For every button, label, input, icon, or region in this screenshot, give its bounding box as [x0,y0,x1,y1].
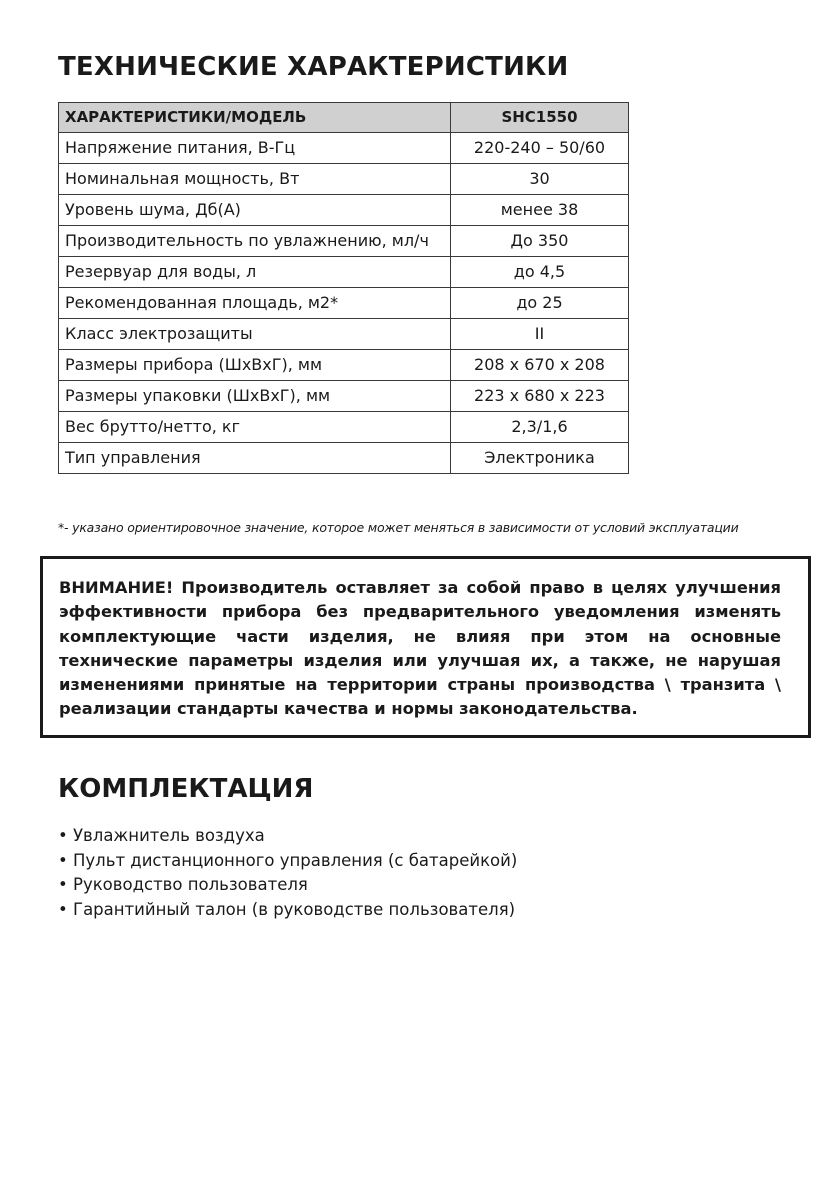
kit-list [58,824,517,922]
list-item [58,873,517,898]
list-item [58,824,517,849]
row-label: Рекомендованная площадь, м2* [59,288,451,319]
row-value: до 4,5 [451,257,629,288]
kit-title: КОМПЛЕКТАЦИЯ [58,774,314,804]
row-value: до 25 [451,288,629,319]
table-row [59,164,629,195]
table-row [59,319,629,350]
header-characteristics: ХАРАКТЕРИСТИКИ/МОДЕЛЬ [59,103,451,133]
row-label: Тип управления [59,443,451,474]
table-row [59,350,629,381]
row-value: II [451,319,629,350]
list-item-text: Руководство пользователя [73,875,308,894]
row-value: 223 x 680 x 223 [451,381,629,412]
row-label: Уровень шума, Дб(А) [59,195,451,226]
table-row [59,288,629,319]
list-item-text: Пульт дистанционного управления (с батарейкой) [73,850,518,870]
list-item [58,849,517,874]
table-row [59,257,629,288]
specs-table [58,102,629,474]
warning-text: ВНИМАНИЕ! Производитель оставляет за собой право в целях улучшения эффективности прибора без предварительного уведомления изменять комплектующие части изделия, не влияя при этом на основные технические параметры изделия или улучшая их, а также, не нарушая изменениями принятые на территории страны производства \ транзита \ реализации стандарты качества и нормы законодательства. [59,578,781,719]
list-item-text: Гарантийный талон (в руководстве пользователя) [73,899,516,919]
list-item-text: Увлажнитель воздуха [73,826,265,845]
row-label: Напряжение питания, В-Гц [59,133,451,164]
row-label: Размеры упаковки (ШхВхГ), мм [59,381,451,412]
row-value: 220-240 – 50/60 [451,133,629,164]
table-header-row [59,103,629,133]
bullet-icon: • [58,850,68,870]
table-row [59,443,629,474]
specs-title: ТЕХНИЧЕСКИЕ ХАРАКТЕРИСТИКИ [58,52,569,82]
header-model: SHC1550 [451,103,629,133]
footnote: *- указано ориентировочное значение, которое может меняться в зависимости от условий эксплуатации [58,520,739,535]
table-row [59,226,629,257]
row-label: Номинальная мощность, Вт [59,164,451,195]
row-value: 2,3/1,6 [451,412,629,443]
row-label: Резервуар для воды, л [59,257,451,288]
row-value: Электроника [451,443,629,474]
row-label: Размеры прибора (ШхВхГ), мм [59,350,451,381]
warning-box [40,556,811,738]
bullet-icon: • [58,875,68,894]
row-value: менее 38 [451,195,629,226]
row-value: До 350 [451,226,629,257]
row-label: Класс электрозащиты [59,319,451,350]
list-item [58,898,517,923]
bullet-icon: • [58,826,68,845]
table-row [59,195,629,226]
row-label: Производительность по увлажнению, мл/ч [59,226,451,257]
row-value: 208 x 670 x 208 [451,350,629,381]
table-row [59,412,629,443]
row-value: 30 [451,164,629,195]
table-row [59,381,629,412]
row-label: Вес брутто/нетто, кг [59,412,451,443]
bullet-icon: • [58,899,68,919]
table-row [59,133,629,164]
